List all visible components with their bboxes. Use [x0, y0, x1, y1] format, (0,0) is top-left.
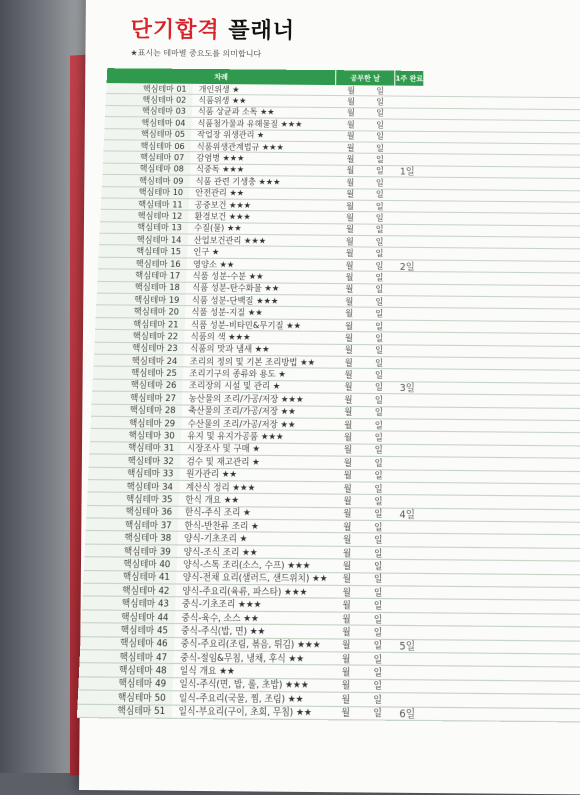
theme-cell: 핵심테마 44 — [81, 610, 175, 623]
month-cell[interactable]: 월 — [334, 212, 367, 224]
month-cell[interactable]: 월 — [328, 665, 363, 678]
month-cell[interactable]: 월 — [328, 706, 363, 719]
theme-cell: 핵심테마 38 — [85, 532, 178, 545]
topic-cell: 농산물의 조리/가공/저장 ★★★ — [182, 392, 332, 405]
day-cell[interactable]: 일 — [367, 189, 394, 201]
topic-cell: 시장조사 및 구매 ★ — [180, 442, 331, 456]
topic-cell: 수질(물) ★★ — [188, 222, 334, 235]
day-cell[interactable]: 일 — [364, 612, 392, 625]
theme-cell: 핵심테마 51 — [77, 704, 172, 717]
month-cell[interactable]: 월 — [332, 394, 366, 406]
day-cell[interactable]: 일 — [363, 693, 392, 706]
topic-cell: 유지 및 유지가공품 ★★★ — [181, 430, 331, 443]
topic-cell: 일식-부요리(구이, 초회, 무침) ★★ — [172, 705, 329, 720]
theme-cell: 핵심테마 42 — [83, 584, 176, 597]
day-cell[interactable]: 일 — [366, 212, 393, 224]
day-cell[interactable]: 일 — [366, 296, 393, 308]
topic-cell: 식품첨가물과 유해물질 ★★★ — [191, 118, 334, 130]
theme-cell: 핵심테마 35 — [87, 493, 179, 506]
topic-cell: 식품위생관계법규 ★★★ — [191, 141, 335, 153]
topic-cell: 조리장의 시설 및 관리 ★ — [183, 380, 332, 393]
month-cell[interactable]: 월 — [334, 165, 367, 177]
topic-cell: 식품의 색 ★★★ — [184, 331, 332, 344]
day-cell[interactable]: 일 — [365, 394, 392, 406]
day-cell[interactable]: 일 — [367, 142, 393, 153]
month-cell[interactable]: 월 — [332, 356, 366, 368]
topic-cell: 감염병 ★★★ — [190, 152, 334, 164]
day-cell[interactable]: 일 — [366, 284, 393, 296]
day-cell[interactable]: 일 — [365, 369, 392, 381]
day-cell[interactable]: 일 — [366, 332, 393, 344]
month-cell[interactable]: 월 — [333, 259, 366, 271]
theme-cell: 핵심테마 09 — [102, 175, 190, 186]
day-cell[interactable]: 일 — [365, 495, 393, 508]
day-cell[interactable]: 일 — [364, 573, 392, 586]
month-cell[interactable]: 월 — [329, 612, 364, 625]
month-cell[interactable]: 월 — [334, 142, 366, 153]
theme-cell: 핵심테마 23 — [94, 342, 184, 354]
topic-cell: 축산물의 조리/가공/저장 ★★ — [182, 405, 332, 418]
topic-cell: 식품 성분-비타민&무기질 ★★ — [185, 318, 333, 331]
month-cell[interactable]: 월 — [330, 546, 365, 559]
month-cell[interactable]: 월 — [334, 153, 367, 164]
day-cell[interactable]: 일 — [365, 482, 393, 495]
day-cell[interactable]: 일 — [367, 85, 393, 96]
theme-cell: 핵심테마 24 — [93, 355, 183, 367]
theme-cell: 핵심테마 02 — [106, 94, 193, 105]
header-date: 공부한 날 — [336, 70, 395, 85]
theme-cell: 핵심테마 34 — [87, 480, 179, 492]
day-cell[interactable]: 일 — [367, 131, 393, 142]
topic-cell: 수산물의 조리/가공/저장 ★★ — [181, 417, 331, 430]
theme-cell: 핵심테마 26 — [92, 379, 183, 391]
day-cell[interactable]: 일 — [364, 521, 392, 534]
header-topic: 차례 — [107, 68, 337, 85]
theme-cell: 핵심테마 50 — [78, 691, 173, 704]
theme-cell: 핵심테마 41 — [83, 571, 176, 584]
day-cell[interactable]: 일 — [364, 547, 392, 560]
day-cell[interactable]: 일 — [364, 639, 392, 652]
theme-cell: 핵심테마 31 — [89, 442, 181, 454]
month-cell[interactable]: 월 — [331, 406, 365, 418]
theme-cell: 핵심테마 22 — [95, 330, 185, 342]
topic-cell: 양식-기초조리 ★ — [177, 532, 330, 546]
theme-cell: 핵심테마 04 — [105, 117, 192, 128]
theme-cell: 핵심테마 07 — [103, 152, 191, 163]
topic-cell: 계산식 정리 ★★★ — [179, 480, 331, 494]
topic-cell: 중식-절임&무침, 냉채, 후식 ★★ — [173, 651, 328, 665]
day-cell[interactable]: 일 — [365, 406, 392, 418]
day-cell[interactable]: 일 — [366, 344, 393, 356]
month-cell[interactable]: 월 — [330, 559, 365, 572]
day-cell[interactable]: 일 — [367, 154, 393, 165]
topic-cell: 중식-육수, 소스 ★★ — [175, 611, 329, 625]
day-cell[interactable]: 일 — [366, 224, 393, 236]
theme-cell: 핵심테마 18 — [97, 282, 186, 294]
theme-cell: 핵심테마 15 — [98, 246, 187, 258]
topic-cell: 중식-주요리(조림, 볶음, 튀김) ★★★ — [174, 637, 329, 651]
month-cell[interactable]: 월 — [332, 381, 366, 393]
topic-cell: 식품 성분-단백질 ★★★ — [185, 294, 332, 307]
theme-cell: 핵심테마 12 — [100, 210, 188, 222]
month-cell[interactable]: 월 — [334, 188, 367, 200]
title-black: 플래너 — [228, 18, 295, 44]
topic-cell: 식품위생 ★★ — [192, 95, 335, 107]
month-cell[interactable]: 월 — [335, 119, 367, 130]
theme-cell: 핵심테마 11 — [101, 198, 189, 209]
month-cell[interactable]: 월 — [329, 652, 364, 665]
month-cell[interactable]: 월 — [335, 96, 367, 107]
topic-cell: 양식-조식 조리 ★★ — [177, 545, 330, 559]
month-cell[interactable]: 월 — [331, 444, 365, 457]
day-cell[interactable]: 일 — [365, 457, 393, 470]
topic-cell: 중식-기초조리 ★★★ — [175, 597, 329, 611]
month-cell[interactable]: 월 — [329, 625, 364, 638]
day-cell[interactable]: 일 — [366, 260, 393, 272]
month-cell[interactable]: 월 — [329, 599, 364, 612]
topic-cell: 조리의 정의 및 기본 조리방법 ★★ — [183, 355, 332, 368]
day-cell[interactable]: 일 — [365, 357, 392, 369]
month-cell[interactable]: 월 — [330, 572, 365, 585]
month-cell[interactable]: 월 — [332, 344, 366, 356]
day-cell[interactable]: 일 — [366, 248, 393, 260]
day-cell[interactable]: 일 — [364, 534, 392, 547]
month-cell[interactable]: 월 — [335, 130, 367, 141]
day-cell[interactable]: 일 — [367, 177, 394, 189]
month-cell[interactable]: 월 — [331, 469, 365, 482]
topic-cell: 양식-전채 요리(샐러드, 샌드위치) ★★ — [176, 571, 330, 585]
day-cell[interactable]: 일 — [366, 308, 393, 320]
theme-cell: 핵심테마 19 — [96, 294, 186, 306]
month-cell[interactable]: 월 — [331, 456, 365, 469]
page-title — [131, 12, 296, 44]
theme-cell: 핵심테마 01 — [106, 83, 193, 94]
month-cell[interactable]: 월 — [333, 283, 366, 295]
theme-cell: 핵심테마 29 — [90, 417, 181, 429]
theme-cell: 핵심테마 30 — [90, 429, 181, 441]
month-cell[interactable]: 월 — [328, 693, 363, 706]
title-red: 단기합격 — [131, 17, 220, 43]
day-cell[interactable]: 일 — [367, 119, 393, 130]
topic-cell: 양식-스톡 조리(소스, 수프) ★★★ — [177, 558, 330, 572]
day-cell[interactable]: 일 — [366, 320, 393, 332]
month-cell[interactable]: 월 — [333, 247, 366, 259]
week-cell: 3일 — [393, 381, 422, 395]
month-cell[interactable]: 월 — [335, 85, 367, 96]
topic-cell: 한식-주식 조리 ★ — [178, 506, 330, 520]
topic-cell: 안전관리 ★★ — [189, 187, 334, 200]
topic-cell: 환경보건 ★★★ — [188, 211, 334, 224]
month-cell[interactable]: 월 — [335, 108, 367, 119]
importance-note: ★표시는 테마별 중요도를 의미합니다 — [130, 47, 295, 59]
day-cell[interactable]: 일 — [363, 679, 392, 692]
table-body — [77, 83, 580, 723]
theme-cell: 핵심테마 20 — [96, 306, 186, 318]
month-cell[interactable]: 월 — [332, 332, 365, 344]
topic-cell: 한식 개요 ★★ — [179, 493, 331, 507]
table-row — [77, 704, 580, 722]
day-cell[interactable]: 일 — [364, 666, 392, 679]
day-cell[interactable]: 일 — [363, 706, 392, 719]
month-cell[interactable]: 월 — [328, 679, 363, 692]
day-cell[interactable]: 일 — [367, 165, 393, 176]
month-cell[interactable]: 월 — [331, 419, 365, 431]
planner-table — [77, 68, 580, 722]
week-cell: 1일 — [393, 165, 421, 179]
day-cell[interactable]: 일 — [365, 508, 393, 521]
theme-cell: 핵심테마 08 — [102, 163, 190, 174]
day-cell[interactable]: 일 — [367, 96, 393, 107]
topic-cell: 영양소 ★★ — [187, 258, 334, 271]
topic-cell: 검수 및 재고관리 ★ — [180, 455, 331, 469]
month-cell[interactable]: 월 — [333, 224, 366, 236]
topic-cell: 식품 성분-수분 ★★ — [186, 270, 333, 283]
theme-cell: 핵심테마 16 — [98, 258, 187, 270]
month-cell[interactable]: 월 — [333, 295, 366, 307]
day-cell[interactable]: 일 — [366, 272, 393, 284]
theme-cell: 핵심테마 13 — [100, 222, 189, 234]
topic-cell: 중식-주식(밥, 면) ★★ — [174, 624, 329, 638]
topic-cell: 작업장 위생관리 ★ — [191, 129, 335, 141]
day-cell[interactable]: 일 — [364, 560, 392, 573]
theme-cell: 핵심테마 17 — [97, 270, 186, 282]
week-cell: 6일 — [392, 706, 423, 722]
topic-cell: 식품 관련 기생충 ★★★ — [189, 175, 334, 188]
month-cell[interactable]: 월 — [329, 586, 364, 599]
topic-cell: 식품 상균과 소독 ★★ — [192, 106, 335, 118]
theme-cell: 핵심테마 10 — [101, 187, 189, 198]
theme-cell: 핵심테마 39 — [84, 544, 177, 557]
day-cell[interactable]: 일 — [364, 652, 392, 665]
topic-cell: 개인위생 ★ — [192, 84, 335, 96]
month-cell[interactable]: 월 — [334, 177, 367, 189]
day-cell[interactable]: 일 — [365, 444, 393, 456]
theme-cell: 핵심테마 32 — [89, 455, 181, 467]
month-cell[interactable]: 월 — [333, 236, 366, 248]
month-cell[interactable]: 월 — [333, 308, 366, 320]
day-cell[interactable]: 일 — [364, 626, 392, 639]
month-cell[interactable]: 월 — [330, 520, 364, 533]
theme-cell: 핵심테마 48 — [79, 664, 174, 677]
month-cell[interactable]: 월 — [330, 507, 364, 520]
week-cell: 2일 — [393, 259, 422, 273]
day-cell[interactable]: 일 — [365, 469, 393, 482]
month-cell[interactable]: 월 — [334, 200, 367, 212]
theme-cell: 핵심테마 21 — [95, 318, 185, 330]
theme-cell: 핵심테마 47 — [79, 650, 173, 663]
theme-cell: 핵심테마 14 — [99, 234, 188, 246]
month-cell[interactable]: 월 — [329, 639, 364, 652]
theme-cell: 핵심테마 37 — [86, 519, 179, 532]
page-header — [130, 12, 295, 59]
week-cell: 4일 — [392, 507, 422, 522]
day-cell[interactable]: 일 — [366, 236, 393, 248]
month-cell[interactable]: 월 — [331, 431, 365, 443]
theme-cell: 핵심테마 27 — [92, 392, 183, 404]
theme-cell: 핵심테마 45 — [81, 623, 175, 636]
month-cell[interactable]: 월 — [330, 533, 364, 546]
month-cell[interactable]: 월 — [332, 320, 365, 332]
day-cell[interactable]: 일 — [364, 599, 392, 612]
month-cell[interactable]: 월 — [332, 369, 366, 381]
topic-cell: 식품 성분-탄수화물 ★★ — [186, 282, 333, 295]
day-cell[interactable]: 일 — [365, 431, 393, 443]
theme-cell: 핵심테마 46 — [80, 637, 174, 650]
theme-cell: 핵심테마 33 — [88, 467, 180, 479]
topic-cell: 식품 성분-지질 ★★ — [185, 306, 333, 319]
month-cell[interactable]: 월 — [330, 495, 364, 508]
topic-cell: 원가관리 ★★ — [180, 468, 331, 482]
topic-cell: 식중독 ★★★ — [190, 164, 334, 176]
planner-page — [79, 0, 580, 795]
topic-cell: 일식-주식(면, 밥, 롤, 초밥) ★★★ — [173, 678, 329, 692]
theme-cell: 핵심테마 28 — [91, 404, 182, 416]
topic-cell: 양식-주요리(육류, 파스타) ★★★ — [176, 584, 330, 598]
day-cell[interactable]: 일 — [365, 419, 392, 431]
day-cell[interactable]: 일 — [364, 586, 392, 599]
topic-cell: 한식-반찬류 조리 ★ — [178, 519, 330, 533]
theme-cell: 핵심테마 40 — [84, 558, 177, 571]
theme-cell: 핵심테마 05 — [104, 129, 191, 140]
month-cell[interactable]: 월 — [333, 271, 366, 283]
theme-cell: 핵심테마 03 — [105, 106, 192, 117]
theme-cell: 핵심테마 43 — [82, 597, 176, 610]
topic-cell: 산업보건관리 ★★★ — [187, 234, 333, 247]
day-cell[interactable]: 일 — [365, 381, 392, 393]
topic-cell: 인구 ★ — [187, 246, 333, 259]
topic-cell: 식품의 맛과 냄새 ★★ — [184, 343, 332, 356]
topic-cell: 일식-주요리(국물, 찜, 조림) ★★ — [172, 691, 328, 705]
header-week: 1주 완료 — [395, 71, 424, 86]
day-cell[interactable]: 일 — [367, 108, 393, 119]
theme-cell: 핵심테마 49 — [78, 677, 173, 690]
topic-cell: 일식 개요 ★★ — [173, 664, 329, 678]
theme-cell: 핵심테마 36 — [86, 506, 178, 519]
theme-cell: 핵심테마 06 — [103, 140, 190, 151]
day-cell[interactable]: 일 — [366, 200, 393, 212]
topic-cell: 공중보건 ★★★ — [189, 199, 334, 212]
theme-cell: 핵심테마 25 — [93, 367, 184, 379]
week-cell: 5일 — [392, 638, 423, 654]
month-cell[interactable]: 월 — [331, 482, 365, 495]
topic-cell: 조리기구의 종류와 용도 ★ — [183, 367, 332, 380]
